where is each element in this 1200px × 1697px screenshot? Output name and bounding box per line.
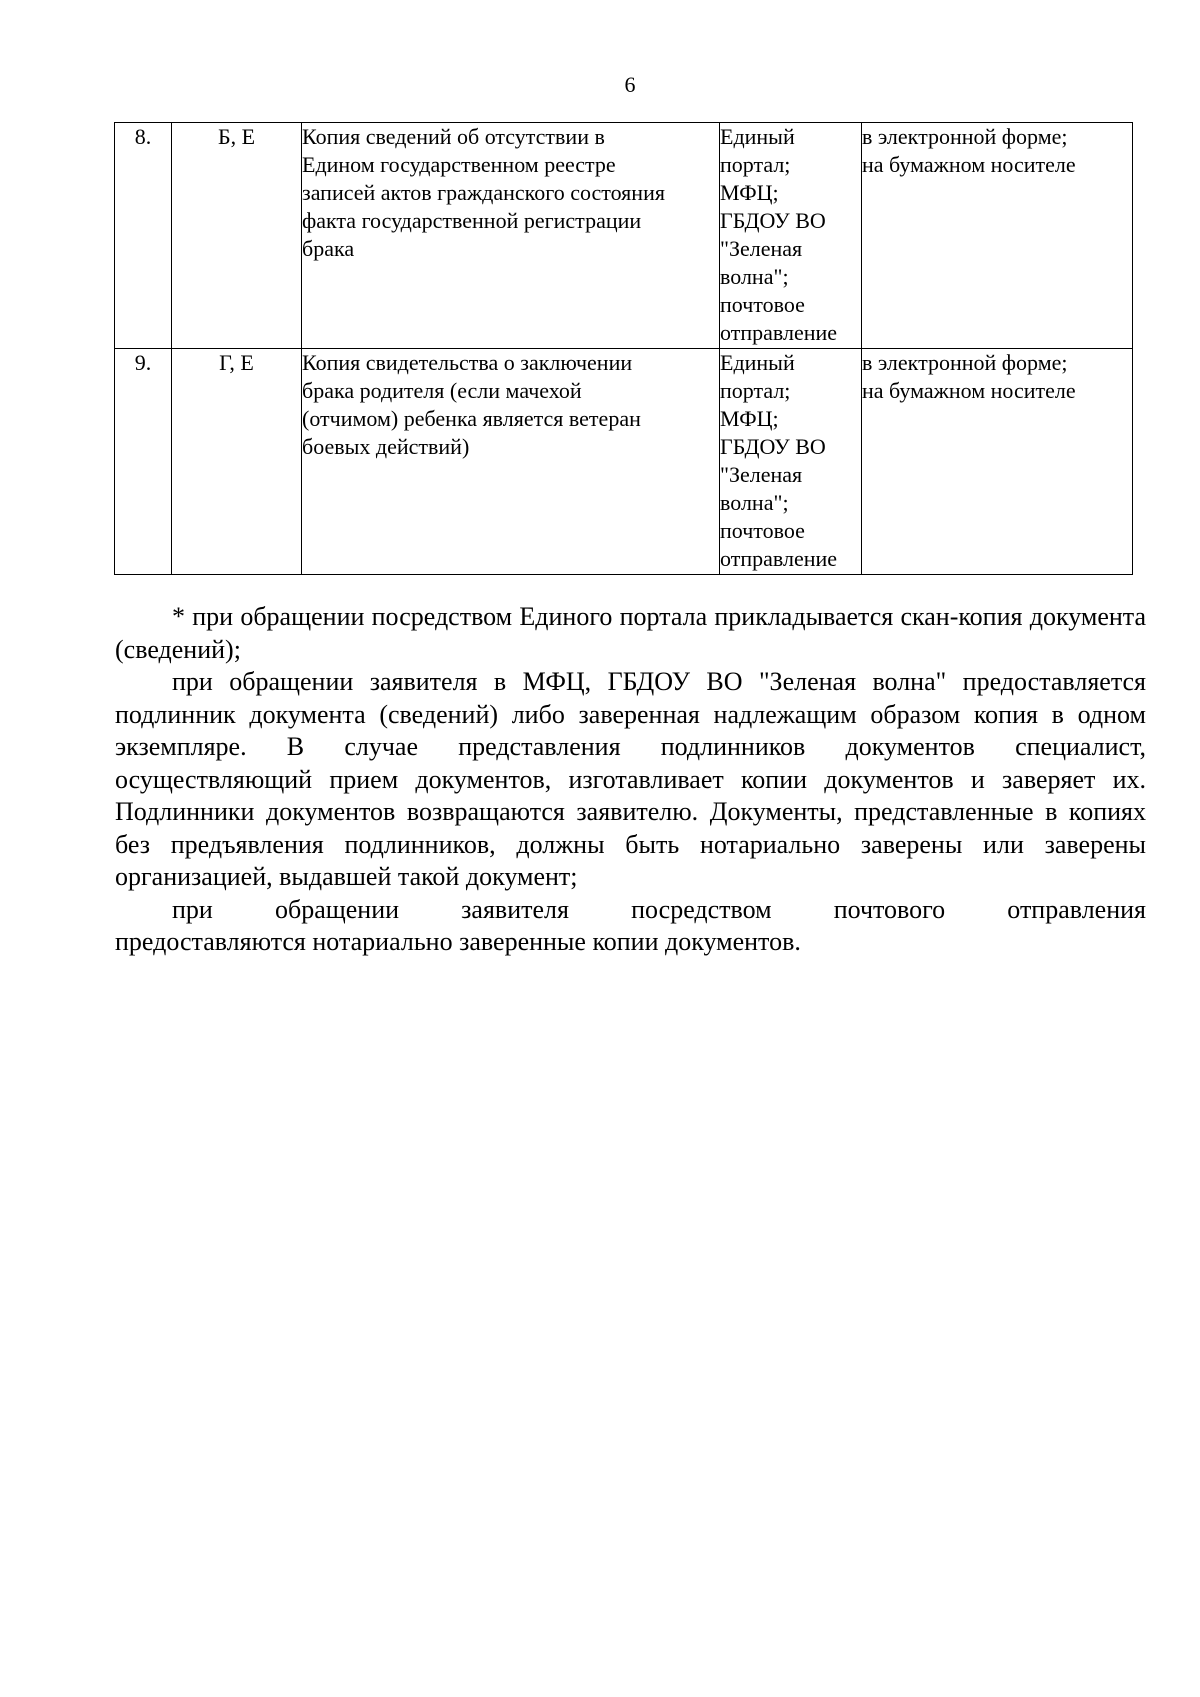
- document-name-line: брака родителя (если мачехой: [302, 378, 582, 403]
- category-cell: Б, Е: [172, 123, 302, 349]
- submission-method-line: Единый: [720, 124, 795, 149]
- submission-method-cell: [720, 123, 862, 349]
- document-name-line: записей актов гражданского состояния: [302, 180, 665, 205]
- submission-method-line: почтовое: [720, 518, 805, 543]
- note-paragraph-in-person: при обращении заявителя в МФЦ, ГБДОУ ВО "Зеленая волна" предоставляется подлинник документа (сведений) либо заверенная надлежащим образом копия в одном экземпляре. В случае представления подлинников документов специалист, осуществляющий прием документов, изготавливает копии документов и заверяет их. Подлинники документов возвращаются заявителю. Документы, представленные в копиях без предъявления подлинников, должны быть нотариально заверены или заверены организацией, выдавшей такой документ;: [115, 667, 1146, 891]
- table-row: [115, 123, 1133, 349]
- row-number-cell: 9.: [115, 349, 172, 575]
- submission-method-line: МФЦ;: [720, 180, 779, 205]
- note-paragraph-online: * при обращении посредством Единого портала прикладывается скан-копия документа (сведений);: [115, 602, 1146, 664]
- submission-method-line: ГБДОУ ВО: [720, 208, 826, 233]
- submission-method-line: "Зеленая: [720, 462, 803, 487]
- document-form-cell: [862, 349, 1133, 575]
- submission-method-line: портал;: [720, 378, 791, 403]
- document-form-line: на бумажном носителе: [862, 152, 1076, 177]
- note-paragraph-postal-line1: при обращении заявителя посредством почтового отправления: [172, 894, 1146, 924]
- document-name-line: (отчимом) ребенка является ветеран: [302, 406, 641, 431]
- document-name-line: Едином государственном реестре: [302, 152, 616, 177]
- submission-method-line: "Зеленая: [720, 236, 803, 261]
- submission-method-line: МФЦ;: [720, 406, 779, 431]
- document-name-line: Копия сведений об отсутствии в: [302, 124, 605, 149]
- document-name-line: Копия свидетельства о заключении: [302, 350, 633, 375]
- document-name-line: факта государственной регистрации: [302, 208, 642, 233]
- submission-method-line: волна";: [720, 490, 789, 515]
- document-name-line: боевых действий): [302, 434, 470, 459]
- submission-method-line: портал;: [720, 152, 791, 177]
- note-paragraph-postal-line2: предоставляются нотариально заверенные копии документов.: [115, 927, 801, 956]
- notes-section: [115, 601, 1146, 959]
- document-form-line: в электронной форме;: [862, 350, 1068, 375]
- submission-method-line: волна";: [720, 264, 789, 289]
- submission-method-line: отправление: [720, 320, 838, 345]
- row-number-cell: 8.: [115, 123, 172, 349]
- submission-method-line: отправление: [720, 546, 838, 571]
- documents-table: [114, 122, 1133, 575]
- document-name-line: брака: [302, 236, 355, 261]
- submission-method-cell: [720, 349, 862, 575]
- submission-method-line: ГБДОУ ВО: [720, 434, 826, 459]
- document-name-cell: [302, 123, 720, 349]
- document-form-line: в электронной форме;: [862, 124, 1068, 149]
- document-name-cell: [302, 349, 720, 575]
- document-form-cell: [862, 123, 1133, 349]
- page-number: 6: [624, 72, 636, 97]
- submission-method-line: почтовое: [720, 292, 805, 317]
- category-cell: Г, Е: [172, 349, 302, 575]
- table-row: [115, 349, 1133, 575]
- submission-method-line: Единый: [720, 350, 795, 375]
- document-form-line: на бумажном носителе: [862, 378, 1076, 403]
